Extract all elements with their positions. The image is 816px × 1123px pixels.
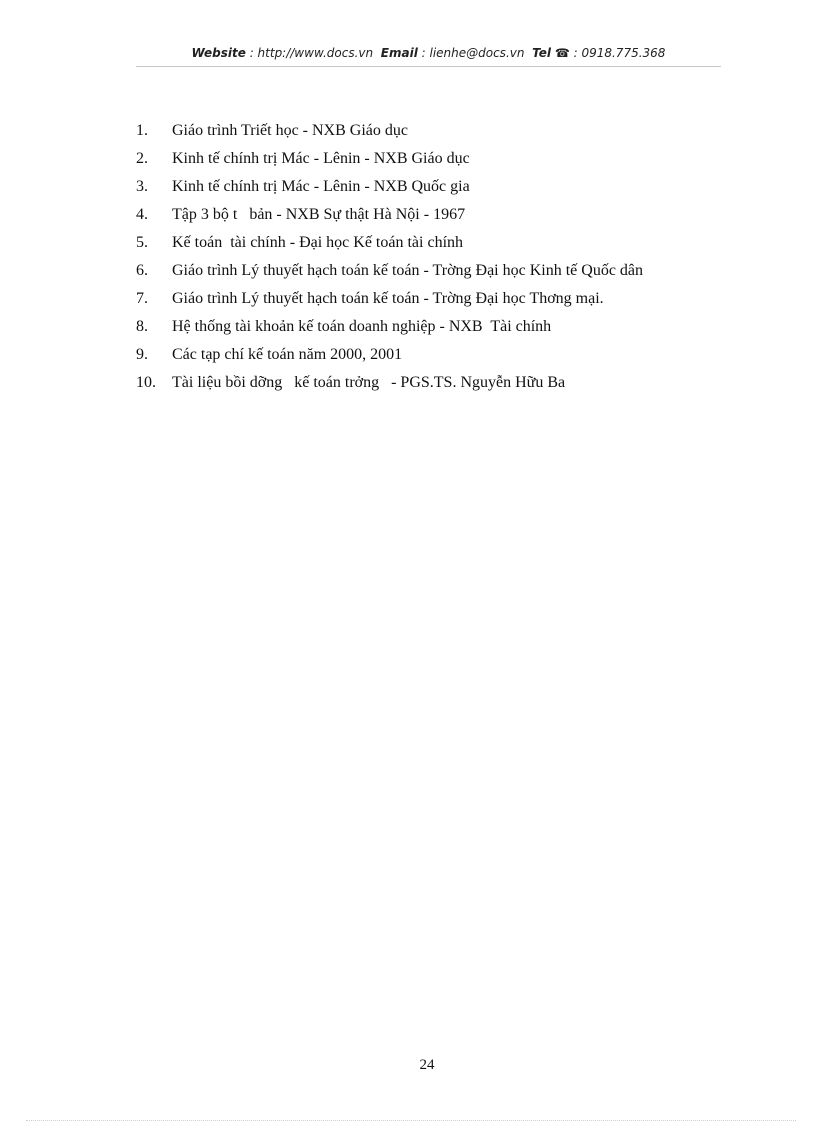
header-divider [136, 66, 721, 67]
tel-label: Tel [532, 46, 551, 60]
list-item-text: Các tạp chí kế toán năm 2000, 2001 [172, 346, 403, 363]
list-item-text: Tài liệu bồi dỡng kế toán trởng - PGS.TS. Nguyễn Hữu Ba [172, 374, 566, 391]
tel-separator: : [569, 46, 582, 60]
list-item [136, 121, 721, 141]
email-value[interactable]: lienhe@docs.vn [429, 46, 525, 60]
list-item [136, 373, 721, 393]
list-item-text: Kinh tế chính trị Mác - Lênin - NXB Quốc gia [172, 178, 470, 195]
list-item-text: Giáo trình Lý thuyết hạch toán kế toán - Trờng Đại học Thơng mại. [172, 290, 604, 307]
list-item-number: 7. [136, 290, 148, 307]
email-separator: : [417, 46, 430, 60]
list-item-text: Kinh tế chính trị Mác - Lênin - NXB Giáo dục [172, 150, 470, 167]
email-label: Email [380, 46, 418, 60]
list-item [136, 149, 721, 169]
list-item-number: 1. [136, 122, 148, 139]
list-item [136, 317, 721, 337]
list-item-text: Giáo trình Triết học - NXB Giáo dục [172, 122, 408, 139]
page-bottom-border [26, 1120, 796, 1121]
list-item [136, 289, 721, 309]
list-item-text: Tập 3 bộ t bản - NXB Sự thật Hà Nội - 1967 [172, 206, 466, 223]
list-item-number: 6. [136, 262, 148, 279]
list-item-number: 5. [136, 234, 148, 251]
list-item [136, 261, 721, 281]
website-url[interactable]: http://www.docs.vn [257, 46, 374, 60]
website-separator: : [245, 46, 258, 60]
list-item-text: Giáo trình Lý thuyết hạch toán kế toán - Trờng Đại học Kinh tế Quốc dân [172, 262, 644, 279]
page-number: 24 [419, 1057, 435, 1073]
list-item [136, 345, 721, 365]
list-item-number: 10. [136, 374, 156, 391]
list-item-number: 4. [136, 206, 148, 223]
list-item [136, 233, 721, 253]
tel-value: 0918.775.368 [581, 46, 666, 60]
website-label: Website [191, 46, 246, 60]
list-item-text: Hệ thống tài khoản kế toán doanh nghiệp - NXB Tài chính [172, 318, 552, 335]
list-item-number: 2. [136, 150, 148, 167]
list-item [136, 205, 721, 225]
list-item-text: Kế toán tài chính - Đại học Kế toán tài chính [172, 234, 464, 251]
list-item-number: 8. [136, 318, 148, 335]
reference-list [136, 121, 721, 401]
page-header [136, 46, 721, 60]
phone-icon: ☎ [554, 46, 570, 60]
list-item [136, 177, 721, 197]
list-item-number: 3. [136, 178, 148, 195]
list-item-number: 9. [136, 346, 148, 363]
